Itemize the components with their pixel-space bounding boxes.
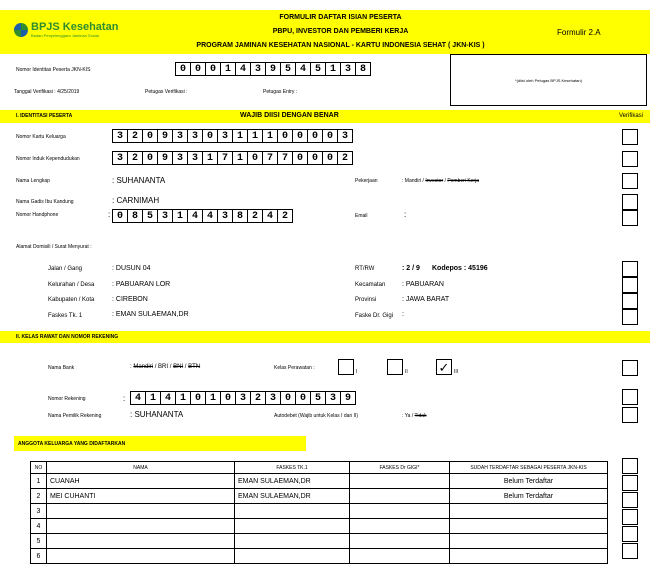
digit: 8 bbox=[355, 62, 371, 76]
col-no: NO bbox=[31, 462, 47, 474]
digit: 0 bbox=[247, 151, 263, 165]
kel-value: : PABUARAN LOR bbox=[112, 281, 171, 288]
col-status: SUDAH TERDAFTAR SEBAGAI PESERTA JKN-KIS bbox=[450, 462, 608, 474]
digit: 1 bbox=[175, 391, 191, 405]
kelas-option-i[interactable] bbox=[338, 359, 357, 375]
row-status bbox=[450, 549, 608, 564]
gigi-label: Faske Dr. Gigi bbox=[355, 313, 394, 319]
verify-checkbox-kab[interactable] bbox=[622, 293, 638, 309]
row-no: 2 bbox=[31, 489, 47, 504]
bank-btn: BTN bbox=[188, 364, 201, 370]
digit: 0 bbox=[142, 151, 158, 165]
digit: 0 bbox=[295, 391, 311, 405]
digit: 0 bbox=[292, 129, 308, 143]
kec-label: Kecamatan bbox=[355, 282, 386, 288]
digit: 0 bbox=[112, 209, 128, 223]
verify-checkbox-member-3[interactable] bbox=[622, 492, 638, 508]
digit: 3 bbox=[172, 151, 188, 165]
digit: 9 bbox=[340, 391, 356, 405]
digit: 3 bbox=[340, 62, 356, 76]
digit: 0 bbox=[220, 391, 236, 405]
digit: 1 bbox=[202, 151, 218, 165]
members-title: ANGGOTA KELUARGA YANG DIDAFTARKAN bbox=[18, 441, 126, 447]
digit: 1 bbox=[220, 62, 236, 76]
digit: 0 bbox=[277, 129, 293, 143]
pekerjaan-investor: Investor bbox=[425, 178, 444, 184]
verify-checkbox-rek[interactable] bbox=[622, 389, 638, 405]
pekerjaan-prefix: : Mandiri / bbox=[402, 178, 426, 184]
digit: 0 bbox=[307, 151, 323, 165]
nama-value: : SUHANANTA bbox=[112, 176, 166, 185]
verify-checkbox-member-6[interactable] bbox=[622, 543, 638, 559]
rek-label: Nomor Rekening bbox=[48, 396, 86, 402]
autodebet-value bbox=[402, 413, 427, 419]
table-row bbox=[31, 489, 608, 504]
verify-checkbox-faskes[interactable] bbox=[622, 309, 638, 325]
ibu-label: Nama Gadis Ibu Kandung bbox=[16, 199, 74, 205]
row-no: 6 bbox=[31, 549, 47, 564]
bank-s3: / bbox=[183, 364, 189, 370]
table-row bbox=[31, 474, 608, 489]
email-sep: : bbox=[404, 210, 407, 219]
petugas-verifikasi: Petugas Verifikasi : bbox=[145, 89, 188, 95]
verify-checkbox-nama[interactable] bbox=[622, 173, 638, 189]
officer-note: *(diisi oleh Petugas BPJS Kesehatan) bbox=[515, 77, 582, 83]
bank-bni: BNI bbox=[173, 364, 184, 370]
verify-checkbox-member-1[interactable] bbox=[622, 458, 638, 474]
verify-checkbox-ibu[interactable] bbox=[622, 194, 638, 210]
digit: 2 bbox=[127, 151, 143, 165]
autodebet-label: Autodebet (Wajib untuk Kelas I dan II) bbox=[274, 413, 359, 419]
verify-checkbox-pemilik[interactable] bbox=[622, 407, 638, 423]
row-nama bbox=[47, 549, 235, 564]
pekerjaan-value bbox=[402, 178, 479, 184]
rtrw-value: : 2 / 9 bbox=[402, 265, 420, 272]
bank-s2: / bbox=[168, 364, 174, 370]
kelas-label-iii: III bbox=[454, 369, 459, 375]
email-label: Email bbox=[355, 213, 368, 219]
row-status bbox=[450, 519, 608, 534]
logo-text: BPJS Kesehatan bbox=[31, 21, 119, 33]
digit: 1 bbox=[232, 151, 248, 165]
bank-sep: : bbox=[130, 364, 134, 370]
bank-mandiri: Mandiri bbox=[133, 364, 154, 370]
verify-checkbox-member-4[interactable] bbox=[622, 509, 638, 525]
row-nama bbox=[47, 534, 235, 549]
kelas-label-ii: II bbox=[405, 369, 408, 375]
form-title-2: PBPU, INVESTOR DAN PEMBERI KERJA bbox=[272, 28, 409, 35]
jalan-value: : DUSUN 04 bbox=[112, 265, 151, 272]
digit: 3 bbox=[187, 151, 203, 165]
kk-digits bbox=[112, 129, 352, 143]
pekerjaan-label: Pekerjaan bbox=[355, 178, 378, 184]
digit: 0 bbox=[190, 391, 206, 405]
row-gigi bbox=[350, 519, 450, 534]
digit: 7 bbox=[262, 151, 278, 165]
digit: 3 bbox=[337, 129, 353, 143]
row-faskes bbox=[235, 519, 350, 534]
verify-checkbox-member-5[interactable] bbox=[622, 526, 638, 542]
digit: 8 bbox=[127, 209, 143, 223]
row-gigi bbox=[350, 474, 450, 489]
kab-value: : CIREBON bbox=[112, 296, 148, 303]
digit: 3 bbox=[217, 209, 233, 223]
row-status: Belum Terdaftar bbox=[450, 489, 608, 504]
verify-checkbox-nik[interactable] bbox=[622, 151, 638, 167]
form-title-3: PROGRAM JAMINAN KESEHATAN NASIONAL - KARTU INDONESIA SEHAT ( JKN-KIS ) bbox=[196, 42, 485, 49]
verify-checkbox-kel[interactable] bbox=[622, 277, 638, 293]
rtrw-label: RT/RW bbox=[355, 266, 375, 272]
row-faskes bbox=[235, 534, 350, 549]
digit: 5 bbox=[280, 62, 296, 76]
kelas-label-i: I bbox=[356, 369, 358, 375]
kelas-option-ii[interactable] bbox=[387, 359, 408, 375]
kelas-option-iii[interactable] bbox=[436, 359, 458, 375]
digit: 0 bbox=[175, 62, 191, 76]
digit: 3 bbox=[172, 129, 188, 143]
check-icon: ✓ bbox=[438, 359, 450, 375]
col-faskes: FASKES TK.1 bbox=[235, 462, 350, 474]
digit: 2 bbox=[127, 129, 143, 143]
verifikasi-label: Verifikasi bbox=[619, 113, 644, 119]
digit: 3 bbox=[325, 391, 341, 405]
ibu-value: : CARNIMAH bbox=[112, 196, 160, 205]
row-no: 1 bbox=[31, 474, 47, 489]
row-faskes: EMAN SULAEMAN,DR bbox=[235, 489, 350, 504]
digit: 3 bbox=[112, 151, 128, 165]
digit: 7 bbox=[217, 151, 233, 165]
table-row bbox=[31, 519, 608, 534]
hp-digits bbox=[112, 209, 292, 223]
pemilik-value: : SUHANANTA bbox=[130, 410, 184, 419]
digit: 1 bbox=[172, 209, 188, 223]
pemilik-label: Nama Pemilik Rekening bbox=[48, 413, 102, 419]
row-status bbox=[450, 534, 608, 549]
digit: 1 bbox=[145, 391, 161, 405]
verify-checkbox-member-2[interactable] bbox=[622, 475, 638, 491]
row-status: Belum Terdaftar bbox=[450, 474, 608, 489]
gigi-value: : bbox=[402, 311, 404, 318]
kelas-checkbox-i[interactable] bbox=[338, 359, 354, 375]
digit: 1 bbox=[205, 391, 221, 405]
digit: 3 bbox=[217, 129, 233, 143]
digit: 9 bbox=[157, 151, 173, 165]
digit: 3 bbox=[250, 62, 266, 76]
digit: 5 bbox=[310, 391, 326, 405]
rek-sep: : bbox=[123, 394, 126, 403]
petugas-entry: Petugas Entry : bbox=[263, 89, 298, 95]
digit: 1 bbox=[232, 129, 248, 143]
hp-sep: : bbox=[108, 210, 111, 219]
row-nama bbox=[47, 519, 235, 534]
digit: 4 bbox=[262, 209, 278, 223]
section1-title: I. IDENTITASI PESERTA bbox=[16, 113, 73, 119]
section2-title: II. KELAS RAWAT DAN NOMOR REKENING bbox=[16, 334, 119, 340]
row-nama bbox=[47, 504, 235, 519]
kel-label: Kelurahan / Desa bbox=[48, 282, 95, 288]
logo-subtext: Badan Penyelenggara Jaminan Sosial bbox=[31, 33, 99, 38]
table-row bbox=[31, 534, 608, 549]
digit: 7 bbox=[277, 151, 293, 165]
digit: 0 bbox=[322, 129, 338, 143]
digit: 3 bbox=[265, 391, 281, 405]
row-faskes bbox=[235, 504, 350, 519]
kelas-label: Kelas Perawatan : bbox=[274, 365, 315, 371]
digit: 0 bbox=[322, 151, 338, 165]
officer-box bbox=[450, 54, 647, 106]
digit: 0 bbox=[205, 62, 221, 76]
row-gigi bbox=[350, 504, 450, 519]
digit: 4 bbox=[235, 62, 251, 76]
verify-checkbox-kk[interactable] bbox=[622, 129, 638, 145]
members-header-row bbox=[31, 462, 608, 474]
row-faskes: EMAN SULAEMAN,DR bbox=[235, 474, 350, 489]
digit: 3 bbox=[157, 209, 173, 223]
verify-checkbox-bank[interactable] bbox=[622, 360, 638, 376]
id-label: Nomor Identitas Peserta JKN-KIS bbox=[16, 67, 91, 73]
jalan-label: Jalan / Gang bbox=[48, 266, 83, 272]
autodebet-prefix: : Ya / bbox=[402, 413, 415, 419]
hp-label: Nomor Handphone bbox=[16, 212, 59, 218]
kab-label: Kabupaten / Kota bbox=[48, 297, 95, 303]
digit: 0 bbox=[280, 391, 296, 405]
digit: 9 bbox=[157, 129, 173, 143]
form-title-1: FORMULIR DAFTAR ISIAN PESERTA bbox=[279, 14, 402, 21]
col-nama: NAMA bbox=[47, 462, 235, 474]
digit: 4 bbox=[160, 391, 176, 405]
bank-bri: BRI bbox=[158, 364, 169, 370]
digit: 4 bbox=[187, 209, 203, 223]
nik-digits bbox=[112, 151, 352, 165]
row-nama: MEI CUHANTI bbox=[47, 489, 235, 504]
kelas-checkbox-ii[interactable] bbox=[387, 359, 403, 375]
prov-label: Provinsi bbox=[355, 297, 377, 303]
row-faskes bbox=[235, 549, 350, 564]
id-digits bbox=[175, 62, 370, 76]
kk-label: Nomor Kartu Keluarga bbox=[16, 134, 66, 140]
nama-label: Nama Lengkap bbox=[16, 178, 50, 184]
row-gigi bbox=[350, 549, 450, 564]
digit: 3 bbox=[187, 129, 203, 143]
bank-s1: / bbox=[153, 364, 159, 370]
digit: 0 bbox=[307, 129, 323, 143]
pekerjaan-pemberi: Pemberi Kerja bbox=[447, 178, 479, 184]
rek-digits bbox=[130, 391, 355, 405]
digit: 8 bbox=[232, 209, 248, 223]
verify-checkbox-jalan[interactable] bbox=[622, 261, 638, 277]
table-row bbox=[31, 504, 608, 519]
verify-checkbox-hp[interactable] bbox=[622, 210, 638, 226]
digit: 0 bbox=[142, 129, 158, 143]
digit: 1 bbox=[262, 129, 278, 143]
row-gigi bbox=[350, 489, 450, 504]
pekerjaan-sep: / bbox=[443, 178, 448, 184]
digit: 4 bbox=[295, 62, 311, 76]
bank-label: Nama Bank bbox=[48, 365, 75, 371]
kec-value: : PABUARAN bbox=[402, 281, 444, 288]
digit: 2 bbox=[250, 391, 266, 405]
row-status bbox=[450, 504, 608, 519]
digit: 0 bbox=[202, 129, 218, 143]
digit: 2 bbox=[247, 209, 263, 223]
nik-label: Nomor Induk Kependudukan bbox=[16, 156, 80, 162]
digit: 1 bbox=[247, 129, 263, 143]
autodebet-tidak: Tidak bbox=[414, 413, 427, 419]
alamat-label: Alamat Domisili / Surat Menyurat : bbox=[16, 244, 92, 250]
digit: 5 bbox=[142, 209, 158, 223]
section1-center-title: WAJIB DIISI DENGAN BENAR bbox=[240, 112, 339, 119]
digit: 1 bbox=[325, 62, 341, 76]
kodepos-value: Kodepos : 45196 bbox=[432, 265, 488, 272]
digit: 3 bbox=[112, 129, 128, 143]
form-code: Formulir 2.A bbox=[557, 28, 601, 37]
row-no: 5 bbox=[31, 534, 47, 549]
row-no: 3 bbox=[31, 504, 47, 519]
digit: 4 bbox=[130, 391, 146, 405]
row-no: 4 bbox=[31, 519, 47, 534]
row-gigi bbox=[350, 534, 450, 549]
faskes-value: : EMAN SULAEMAN,DR bbox=[112, 311, 189, 318]
table-row bbox=[31, 549, 608, 564]
faskes-label: Faskes Tk. 1 bbox=[48, 313, 83, 319]
digit: 2 bbox=[277, 209, 293, 223]
col-gigi: FASKES Dr GIGI* bbox=[350, 462, 450, 474]
prov-value: : JAWA BARAT bbox=[402, 296, 450, 303]
members-table bbox=[30, 461, 608, 564]
digit: 4 bbox=[202, 209, 218, 223]
digit: 2 bbox=[337, 151, 353, 165]
row-nama: CUANAH bbox=[47, 474, 235, 489]
digit: 3 bbox=[235, 391, 251, 405]
digit: 9 bbox=[265, 62, 281, 76]
bank-value bbox=[130, 364, 200, 370]
digit: 0 bbox=[292, 151, 308, 165]
digit: 5 bbox=[310, 62, 326, 76]
kelas-checkbox-iii[interactable] bbox=[436, 359, 452, 375]
tanggal-verifikasi: Tanggal Verifikasi : 4/25/2019 bbox=[14, 89, 80, 95]
digit: 0 bbox=[190, 62, 206, 76]
